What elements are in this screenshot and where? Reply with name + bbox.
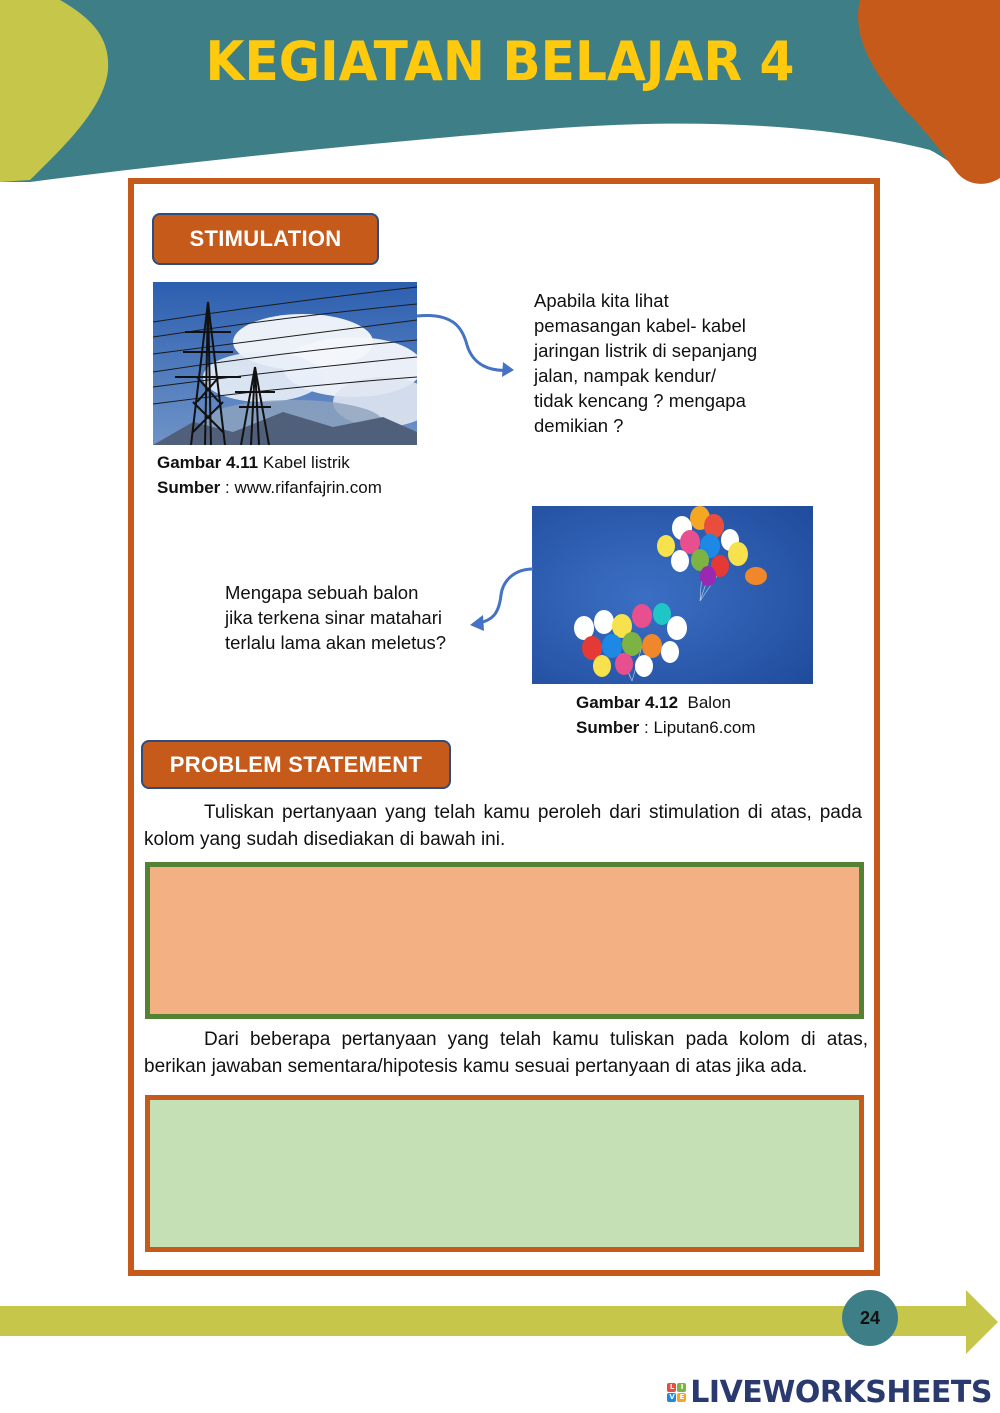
page-title: KEGIATAN BELAJAR 4 — [205, 30, 795, 93]
liveworksheets-logo-icon: L I V E — [667, 1383, 686, 1402]
footer-arrow-head — [960, 1290, 1000, 1354]
question-answer-box[interactable] — [145, 862, 864, 1019]
balloons-photo — [532, 506, 813, 684]
hypothesis-answer-box[interactable] — [145, 1095, 864, 1252]
instruction-1: Tuliskan pertanyaan yang telah kamu peroleh dari stimulation di atas, pada kolom yang sudah disediakan di bawah ini. — [144, 802, 862, 850]
liveworksheets-brand — [667, 1375, 992, 1410]
figure-4-11-caption: Gambar 4.11 Kabel listrik Sumber : www.rifanfajrin.com — [157, 453, 382, 497]
problem-statement-label: PROBLEM STATEMENT — [141, 740, 451, 789]
brand-text: LIVEWORKSHEETS — [690, 1375, 992, 1410]
power-lines-photo — [153, 282, 417, 445]
arrow-to-question1 — [415, 310, 520, 380]
figure-4-12-caption: Gambar 4.12 Balon Sumber : Liputan6.com — [576, 693, 756, 737]
stimulation-label: STIMULATION — [152, 213, 379, 265]
page-number: 24 — [842, 1290, 898, 1346]
stimulation-question-2: Mengapa sebuah balon jika terkena sinar matahari terlalu lama akan meletus? — [225, 582, 447, 653]
instruction-2: Dari beberapa pertanyaan yang telah kamu tuliskan pada kolom di atas, berikan jawaban sementara/hipotesis kamu sesuai pertanyaan di atas jika ada. — [144, 1029, 868, 1077]
footer-bar — [0, 1306, 970, 1336]
stimulation-question-1: Apabila kita lihat pemasangan kabel- kabel jaringan listrik di sepanjang jalan, nampak kendur/ tidak kencang ? mengapa demikian ? — [534, 290, 758, 436]
